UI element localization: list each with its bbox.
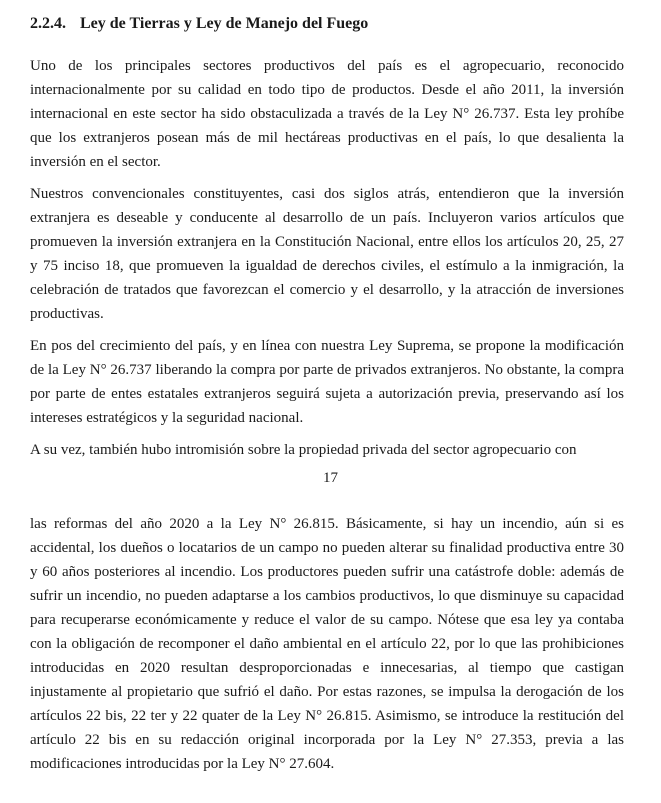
paragraph-fire-law-continued: las reformas del año 2020 a la Ley N° 26.815. Básicamente, si hay un incendio, aún si es accidental, los dueños o locatarios de un campo no pueden alterar su finalidad productiva entre 30 y 60 años posteriores al incendio. Los productores pueden sufrir una catástrofe doble: además de sufrir un incendio, no pueden adaptarse a los cambios productivos, lo que disminuye su capacidad para recuperarse económicamente y reduce el valor de su campo. Nótese que esa ley ya contaba con la obligación de recomponer el daño ambiental en el artículo 22, por lo que las prohibiciones introducidas en 2020 resultan desproporcionadas e innecesarias, al tiempo que castigan injustamente al propietario que sufrió el daño. Por estas razones, se impulsa la derogación de los artículos 22 bis, 22 ter y 22 quater de la Ley N° 26.815. Asimismo, se introduce la restitución del artículo 22 bis en su redacción original incorporada por la Ley N° 27.353, previa a las modificaciones introducidas por la Ley N° 27.604.: [30, 516, 624, 772]
paragraph-constitution: Nuestros convencionales constituyentes, casi dos siglos atrás, entendieron que la inversión extranjera es deseable y conducente al desarrollo de un país. Incluyeron varios artículos que promueven la inversión extranjera en la Constitución Nacional, entre ellos los artículos 20, 25, 27 y 75 inciso 18, que promueven la igualdad de derechos civiles, el estímulo a la inmigración, la celebración de tratados que favorezcan el comercio y el desarrollo, y la atracción de inversiones productivas.: [30, 186, 624, 322]
section-title: Ley de Tierras y Ley de Manejo del Fuego: [80, 15, 369, 32]
paragraph-agro-sector: Uno de los principales sectores productivos del país es el agropecuario, reconocido internacionalmente por su calidad en todo tipo de productos. Desde el año 2011, la inversión internacional en este sector ha sido obstaculizada a través de la Ley N° 26.737. Esta ley prohíbe que los extranjeros posean más de mil hectáreas productivas en el país, lo que desalienta la inversión en el sector.: [30, 58, 624, 170]
page-bottom: [30, 512, 624, 784]
page-number: 17: [323, 470, 338, 486]
section-number: 2.2.4.: [30, 15, 66, 32]
section-heading: [30, 12, 624, 36]
paragraph-proposal: En pos del crecimiento del país, y en línea con nuestra Ley Suprema, se propone la modificación de la Ley N° 26.737 liberando la compra por parte de privados extranjeros. No obstante, la compra por parte de entes estatales extranjeros seguirá sujeta a autorización previa, preservando así los intereses estratégicos y la seguridad nacional.: [30, 338, 624, 426]
page-top: [30, 12, 624, 470]
paragraph-fire-law-start: A su vez, también hubo intromisión sobre la propiedad privada del sector agropecuario con: [30, 442, 577, 458]
